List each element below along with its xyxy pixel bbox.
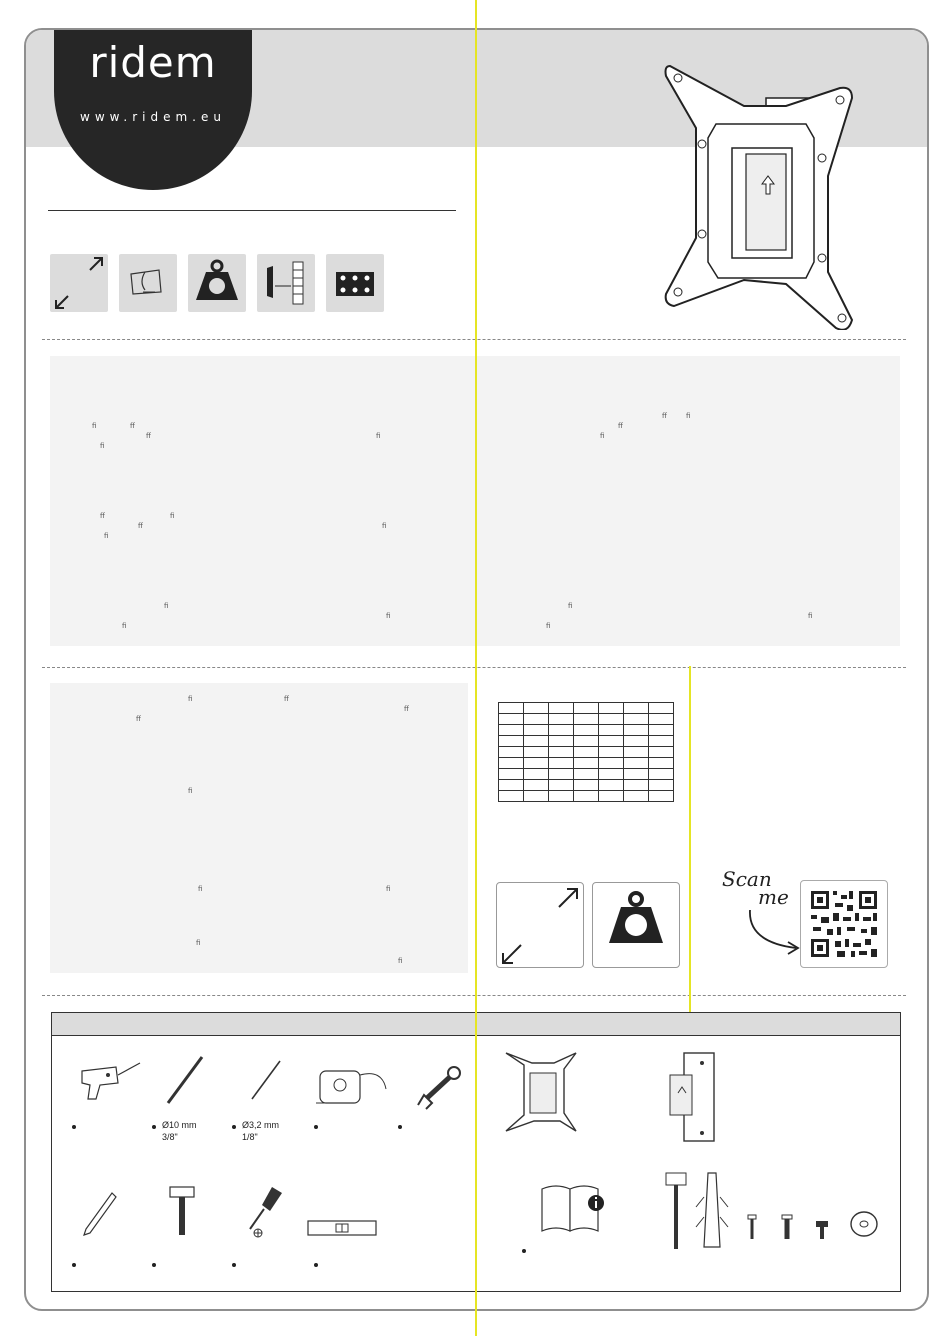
vesa-tile	[326, 254, 384, 312]
ligature-glyph: ﬀ	[284, 695, 289, 703]
ligature-glyph: ﬁ	[188, 787, 193, 795]
wall-distance-icon	[257, 254, 315, 312]
vesa-pattern-icon	[326, 254, 384, 312]
diagonal-arrows-icon	[50, 254, 108, 312]
guide-line-vertical-short	[689, 666, 691, 1012]
curved-arrow-icon	[744, 908, 804, 956]
bullet	[314, 1125, 318, 1129]
wall-bracket-part-icon	[662, 1049, 730, 1145]
weight-large-tile	[592, 882, 680, 968]
tilt-tile	[119, 254, 177, 312]
ligature-glyph: ﬁ	[188, 695, 193, 703]
wrench-icon	[414, 1065, 464, 1111]
section-divider-1	[42, 339, 906, 340]
ligature-glyph: ﬀ	[146, 432, 151, 440]
washer-icon	[848, 1209, 880, 1239]
tilt-icon	[119, 254, 177, 312]
logo-url: www.ridem.eu	[80, 110, 226, 124]
mount-plate-part-icon	[500, 1049, 580, 1135]
bullet	[232, 1263, 236, 1267]
hammer-icon	[164, 1183, 204, 1239]
drill-bit-3-label	[242, 1119, 279, 1143]
ligature-glyph: ﬁ	[198, 885, 203, 893]
weight-tile	[188, 254, 246, 312]
bullet	[72, 1125, 76, 1129]
drill-bit-10-size: Ø10 mm	[162, 1120, 197, 1130]
ligature-glyph: ﬁ	[92, 422, 97, 430]
scan-caption-line2: me	[758, 885, 789, 909]
drill-icon	[78, 1057, 142, 1101]
brand-logo	[54, 28, 252, 190]
diagonal-arrows-icon	[497, 883, 583, 967]
manual-info-icon	[536, 1179, 608, 1235]
drill-bit-3-inch: 1/8"	[242, 1132, 258, 1142]
bullet	[72, 1263, 76, 1267]
ligature-glyph: ﬁ	[568, 602, 573, 610]
ligature-glyph: ﬁ	[196, 939, 201, 947]
logo-wordmark: ridem	[89, 38, 217, 87]
weight-icon	[593, 883, 679, 967]
scan-me-caption	[722, 867, 789, 909]
spirit-level-icon	[306, 1217, 378, 1241]
drill-bit-3-icon	[246, 1057, 286, 1103]
bullet	[232, 1125, 236, 1129]
drill-bit-10-label	[162, 1119, 197, 1143]
bullet	[152, 1263, 156, 1267]
screw-and-plug-icon	[656, 1167, 736, 1257]
ligature-glyph: ﬁ	[376, 432, 381, 440]
screw-small-2-icon	[768, 1213, 808, 1243]
ligature-glyph: ﬁ	[686, 412, 691, 420]
ligature-glyph: ﬁ	[122, 622, 127, 630]
screen-size-large-tile	[496, 882, 584, 968]
specification-table	[498, 702, 674, 802]
safety-panel	[50, 683, 468, 973]
ligature-glyph: ﬀ	[136, 715, 141, 723]
bullet	[314, 1263, 318, 1267]
title-rule	[48, 210, 456, 211]
wall-mount-product-drawing	[656, 58, 856, 330]
weight-icon	[188, 254, 246, 312]
ligature-glyph: ﬀ	[138, 522, 143, 530]
wall-distance-tile	[257, 254, 315, 312]
ligature-glyph: ﬁ	[382, 522, 387, 530]
bullet	[398, 1125, 402, 1129]
drill-bit-10-inch: 3/8"	[162, 1132, 178, 1142]
ligature-glyph: ﬁ	[600, 432, 605, 440]
ligature-glyph: ﬁ	[170, 512, 175, 520]
ligature-glyph: ﬀ	[100, 512, 105, 520]
ligature-glyph: ﬁ	[386, 612, 391, 620]
qr-code-icon	[801, 881, 887, 967]
tape-measure-icon	[314, 1065, 390, 1107]
drill-bit-10-icon	[160, 1053, 210, 1107]
ligature-glyph: ﬁ	[164, 602, 169, 610]
screwdriver-icon	[242, 1183, 292, 1239]
bullet	[152, 1125, 156, 1129]
bullet	[522, 1249, 526, 1253]
ligature-glyph: ﬁ	[386, 885, 391, 893]
qr-code[interactable]	[800, 880, 888, 968]
ligature-glyph: ﬁ	[104, 532, 109, 540]
ligature-glyph: ﬁ	[808, 612, 813, 620]
screw-small-3-icon	[808, 1219, 838, 1243]
ligature-glyph: ﬁ	[100, 442, 105, 450]
ligature-glyph: ﬀ	[130, 422, 135, 430]
scan-caption-line1: Scan	[722, 867, 772, 891]
drill-bit-3-size: Ø3,2 mm	[242, 1120, 280, 1130]
ligature-glyph: ﬀ	[662, 412, 667, 420]
ligature-glyph: ﬀ	[404, 705, 409, 713]
section-divider-2	[42, 667, 906, 668]
ligature-glyph: ﬀ	[618, 422, 623, 430]
ligature-glyph: ﬁ	[546, 622, 551, 630]
guide-line-vertical	[475, 0, 477, 1336]
pencil-icon	[80, 1189, 120, 1239]
section-divider-3	[42, 995, 906, 996]
screen-size-tile	[50, 254, 108, 312]
ligature-glyph: ﬁ	[398, 957, 403, 965]
